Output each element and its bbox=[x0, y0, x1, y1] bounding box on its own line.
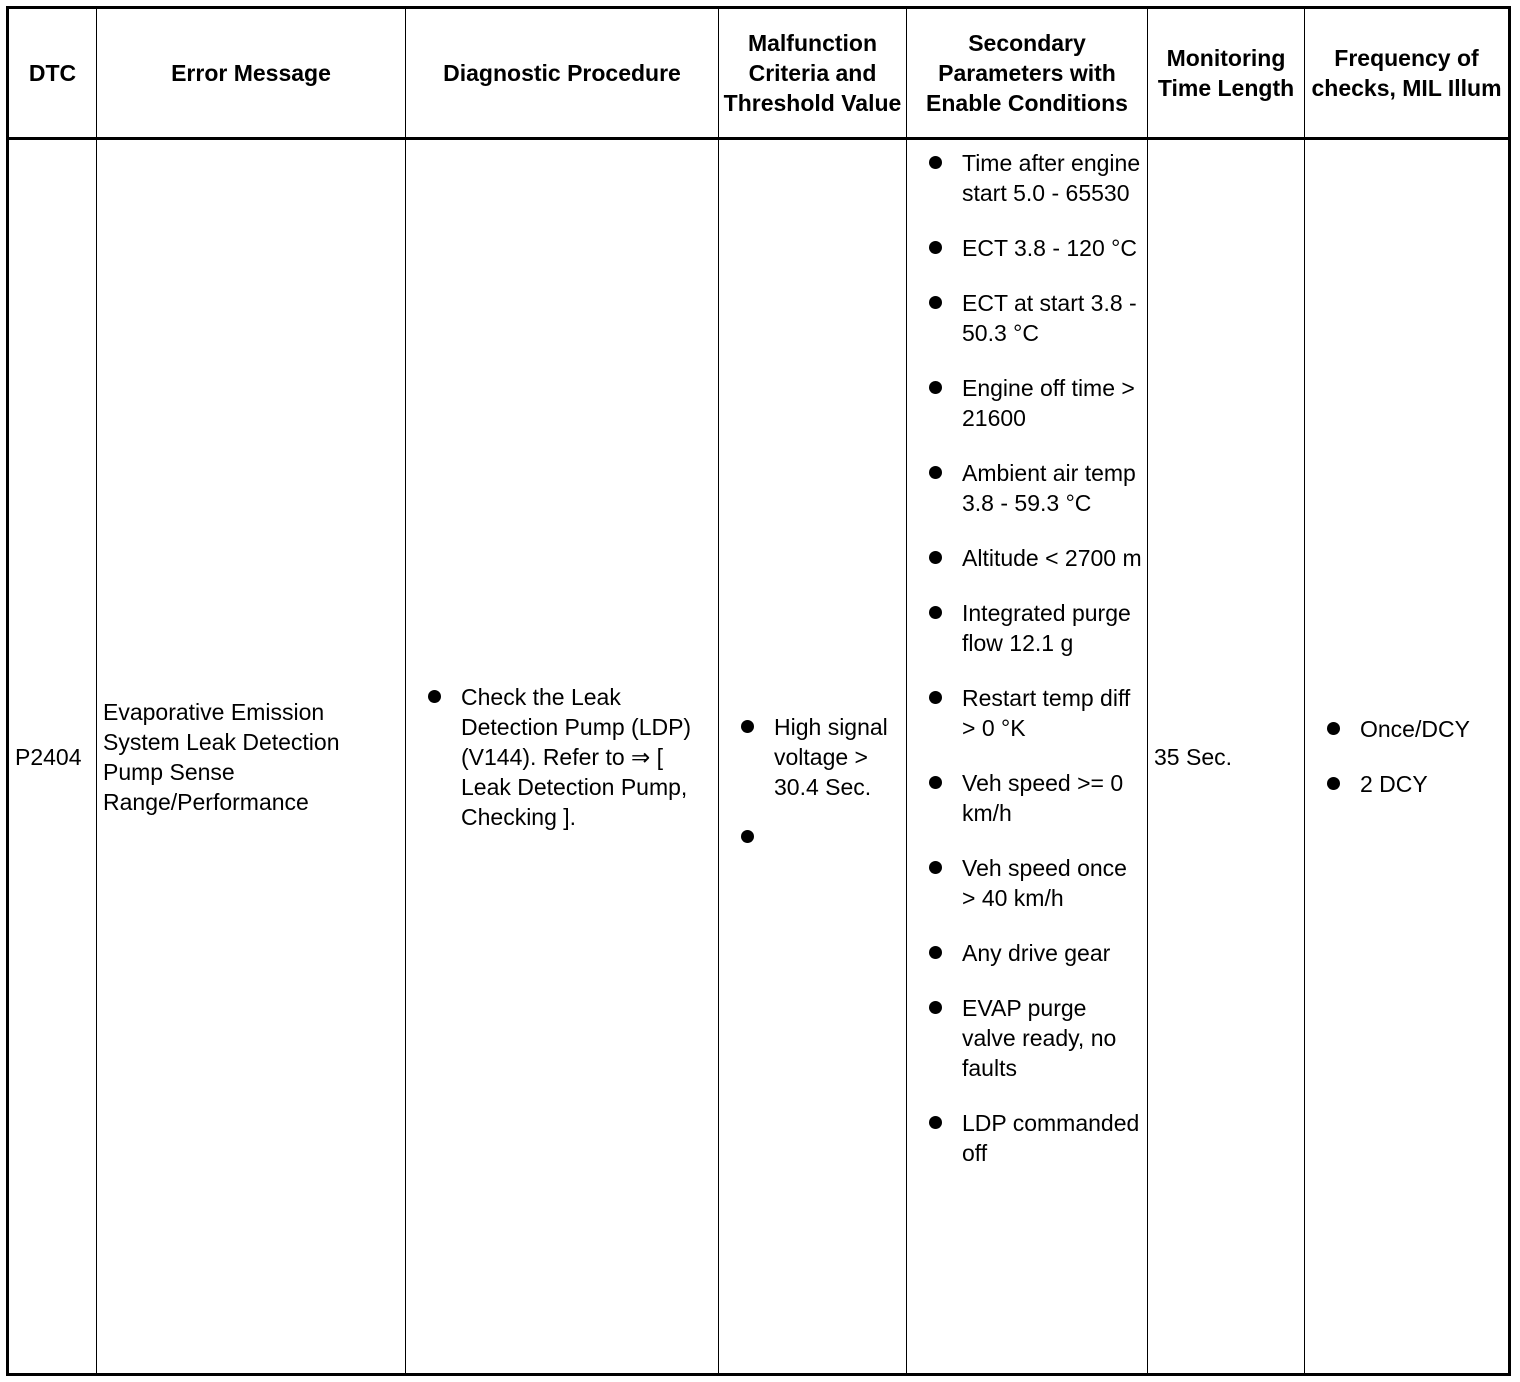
header-malfunction-criteria: Malfunction Criteria and Threshold Value bbox=[719, 8, 907, 139]
list-item: Once/DCY bbox=[1305, 714, 1508, 744]
header-diagnostic-procedure: Diagnostic Procedure bbox=[406, 8, 719, 139]
header-row bbox=[8, 8, 1510, 139]
list-item: 2 DCY bbox=[1305, 769, 1508, 799]
cell-frequency bbox=[1305, 139, 1510, 1375]
list-item: LDP commanded off bbox=[907, 1108, 1147, 1168]
header-dtc: DTC bbox=[8, 8, 97, 139]
list-item: EVAP purge valve ready, no faults bbox=[907, 993, 1147, 1083]
cell-dtc: P2404 bbox=[8, 139, 97, 1375]
header-error-message: Error Message bbox=[97, 8, 406, 139]
list-item: ECT 3.8 - 120 °C bbox=[907, 233, 1147, 263]
cell-diagnostic-procedure bbox=[406, 139, 719, 1375]
list-item: ECT at start 3.8 - 50.3 °C bbox=[907, 288, 1147, 348]
list-item: Altitude < 2700 m bbox=[907, 543, 1147, 573]
list-item: Ambient air temp 3.8 - 59.3 °C bbox=[907, 458, 1147, 518]
header-frequency: Frequency of checks, MIL Illum bbox=[1305, 8, 1510, 139]
cell-secondary-parameters bbox=[907, 139, 1148, 1375]
list-item: Veh speed >= 0 km/h bbox=[907, 768, 1147, 828]
list-item: Restart temp diff > 0 °K bbox=[907, 683, 1147, 743]
cell-malfunction-criteria bbox=[719, 139, 907, 1375]
list-item: Integrated purge flow 12.1 g bbox=[907, 598, 1147, 658]
header-monitoring-time: Monitoring Time Length bbox=[1148, 8, 1305, 139]
list-item: Veh speed once > 40 km/h bbox=[907, 853, 1147, 913]
list-item: Time after engine start 5.0 - 65530 bbox=[907, 148, 1147, 208]
cell-error-message: Evaporative Emission System Leak Detection Pump Sense Range/Performance bbox=[97, 139, 406, 1375]
dtc-table bbox=[6, 6, 1511, 1376]
list-item: Any drive gear bbox=[907, 938, 1147, 968]
cell-monitoring-time: 35 Sec. bbox=[1148, 139, 1305, 1375]
list-item: Engine off time > 21600 bbox=[907, 373, 1147, 433]
list-item: High signal voltage > 30.4 Sec. bbox=[719, 712, 906, 802]
header-secondary-parameters: Secondary Parameters with Enable Conditions bbox=[907, 8, 1148, 139]
list-item: Check the Leak Detection Pump (LDP) (V144). Refer to ⇒ [ Leak Detection Pump, Checking ]. bbox=[406, 682, 718, 832]
table-row bbox=[8, 139, 1510, 1375]
list-item bbox=[719, 822, 906, 852]
